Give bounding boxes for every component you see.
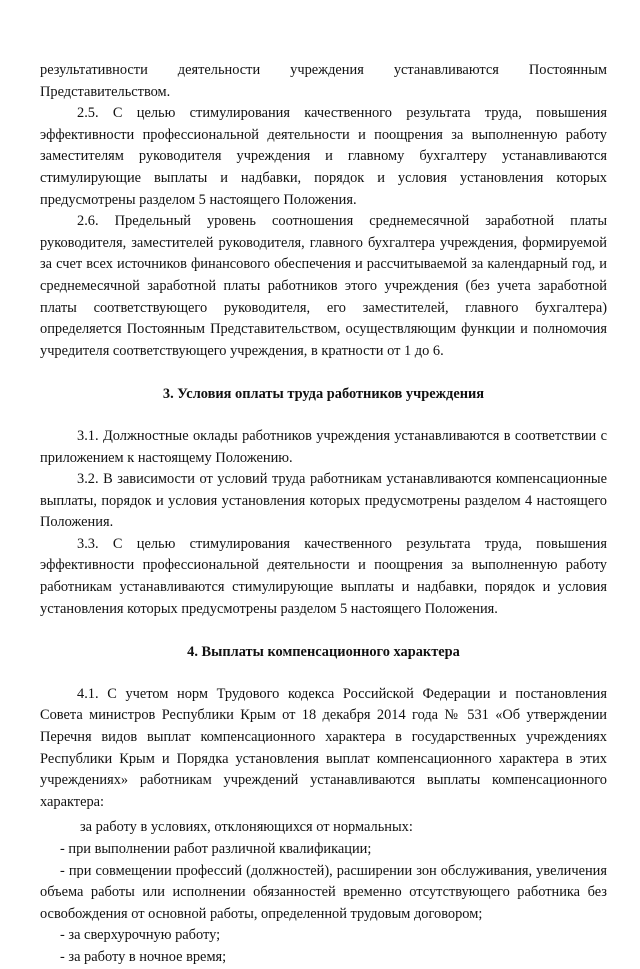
section-4-heading: 4. Выплаты компенсационного характера [187,644,460,661]
list-item: - при выполнении работ различной квалификации; [60,841,372,857]
paragraph-2-5: 2.5. С целью стимулирования качественного результата труда, повышения эффективности профессиональной деятельности и поощрения за выполненную работу заместителям руководителя учреждения и главному бухгалтеру устанавливаются стимулирующие выплаты и надбавки, порядок и условия установления которых предусмотрены разделом 5 настоящего Положения. [40,105,607,208]
intro-paragraph: результативности деятельности учреждения устанавливаются Постоянным Представительством. [40,62,607,100]
paragraph-3-1: 3.1. Должностные оклады работников учреждения устанавливаются в соответствии с приложением к настоящему Положению. [40,427,607,466]
list-intro: за работу в условиях, отклоняющихся от нормальных: [80,819,413,836]
paragraph-4-1: 4.1. С учетом норм Трудового кодекса Российской Федерации и постановления Совета министров Республики Крым от 18 декабря 2014 года № 531 «Об утверждении Перечня видов выплат компенсационного характера в государственных учреждениях Республики Крым и Порядка установления выплат компенсационного характера в этих учреждениях» работникам учреждений устанавливаются выплаты компенсационного характера: [40,685,607,810]
compensation-list [40,817,607,968]
paragraph-3-3: 3.3. С целью стимулирования качественного результата труда, повышения эффективности профессиональной деятельности и поощрения за выполненную работу работникам устанавливаются стимулирующие выплаты и надбавки, порядок и условия установления которых предусмотрены разделом 5 настоящего Положения. [40,535,607,617]
paragraph-3-2: 3.2. В зависимости от условий труда работникам устанавливаются компенсационные выплаты, порядок и условия установления которых предусмотрены разделом 4 настоящего Положения. [40,471,607,531]
list-item: - за работу в ночное время; [60,948,227,965]
section-3-heading: 3. Условия оплаты труда работников учреждения [162,386,485,403]
document-body [40,60,607,969]
list-item: - за сверхурочную работу; [60,927,221,944]
list-item: - при совмещении профессий (должностей), расширении зон обслуживания, увеличения объема работы или исполнении обязанностей временно отсутствующего работника без освобождения от основной работы, определенной трудовым договором; [40,862,607,922]
paragraph-2-6: 2.6. Предельный уровень соотношения среднемесячной заработной платы руководителя, заместителей руководителя, главного бухгалтера учреждения, формируемой за счет всех источников финансового обеспечения и рассчитываемой за календарный год, и среднемесячной заработной платы работников этого учреждения (без учета заработной платы соответствующего руководителя, его заместителей, главного бухгалтера) определяется Постоянным Представительством, осуществляющим функции и полномочия учредителя соответствующего учреждения, в кратности от 1 до 6. [40,213,607,359]
